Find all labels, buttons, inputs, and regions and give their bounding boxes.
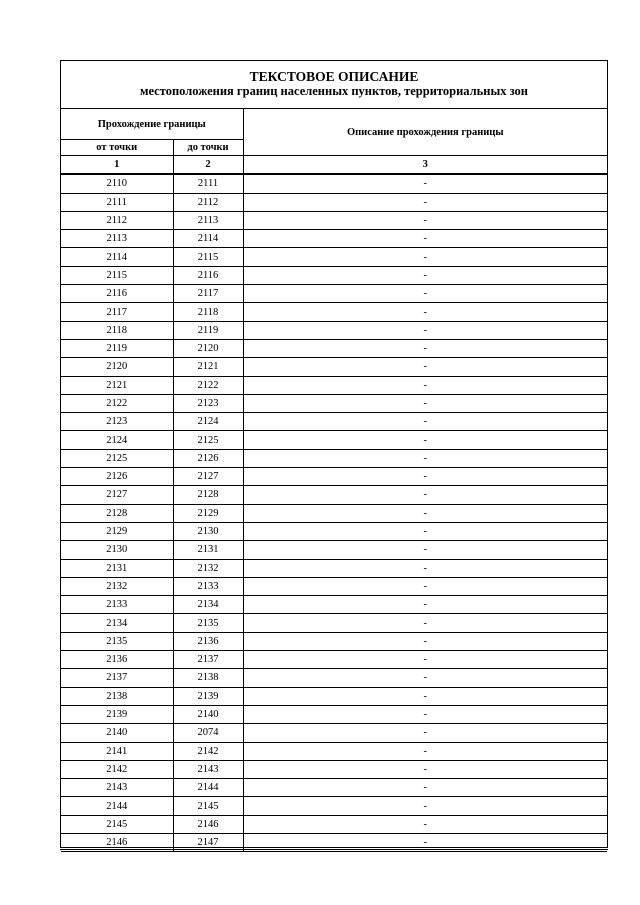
cell-from-point: 2145: [61, 815, 173, 833]
table-row: [61, 577, 607, 595]
cell-description: -: [243, 449, 607, 467]
cell-to-point: 2138: [173, 669, 243, 687]
table-row: [61, 760, 607, 778]
cell-to-point: 2135: [173, 614, 243, 632]
cell-description: -: [243, 376, 607, 394]
cell-description: -: [243, 559, 607, 577]
table-row: [61, 833, 607, 851]
cell-description: -: [243, 431, 607, 449]
table-row: [61, 651, 607, 669]
cell-from-point: 2142: [61, 760, 173, 778]
table-row: [61, 486, 607, 504]
table-row: [61, 358, 607, 376]
cell-from-point: 2126: [61, 468, 173, 486]
boundary-table: [61, 109, 607, 852]
cell-description: -: [243, 193, 607, 211]
column-number-3: 3: [243, 156, 607, 175]
cell-to-point: 2122: [173, 376, 243, 394]
cell-description: -: [243, 230, 607, 248]
table-row: [61, 248, 607, 266]
cell-to-point: 2117: [173, 285, 243, 303]
cell-description: -: [243, 486, 607, 504]
cell-from-point: 2113: [61, 230, 173, 248]
cell-to-point: 2126: [173, 449, 243, 467]
cell-from-point: 2123: [61, 413, 173, 431]
table-row: [61, 376, 607, 394]
table-row: [61, 596, 607, 614]
header-to-point: до точки: [173, 140, 243, 156]
cell-to-point: 2123: [173, 394, 243, 412]
cell-from-point: 2122: [61, 394, 173, 412]
table-row: [61, 632, 607, 650]
cell-to-point: 2142: [173, 742, 243, 760]
cell-to-point: 2146: [173, 815, 243, 833]
cell-from-point: 2138: [61, 687, 173, 705]
cell-to-point: 2113: [173, 211, 243, 229]
table-row: [61, 230, 607, 248]
cell-description: -: [243, 468, 607, 486]
cell-description: -: [243, 394, 607, 412]
cell-to-point: 2136: [173, 632, 243, 650]
table-row: [61, 266, 607, 284]
table-row: [61, 724, 607, 742]
cell-to-point: 2128: [173, 486, 243, 504]
document-header: [61, 61, 607, 109]
cell-description: -: [243, 632, 607, 650]
table-row: [61, 394, 607, 412]
cell-to-point: 2132: [173, 559, 243, 577]
cell-description: -: [243, 413, 607, 431]
cell-to-point: 2074: [173, 724, 243, 742]
table-row: [61, 285, 607, 303]
cell-to-point: 2130: [173, 522, 243, 540]
table-body: [61, 174, 607, 851]
cell-from-point: 2140: [61, 724, 173, 742]
cell-to-point: 2121: [173, 358, 243, 376]
cell-from-point: 2128: [61, 504, 173, 522]
table-row: [61, 193, 607, 211]
cell-from-point: 2120: [61, 358, 173, 376]
cell-from-point: 2115: [61, 266, 173, 284]
cell-description: -: [243, 339, 607, 357]
cell-to-point: 2140: [173, 705, 243, 723]
cell-from-point: 2131: [61, 559, 173, 577]
cell-description: -: [243, 614, 607, 632]
cell-to-point: 2118: [173, 303, 243, 321]
cell-from-point: 2141: [61, 742, 173, 760]
table-row: [61, 504, 607, 522]
cell-to-point: 2115: [173, 248, 243, 266]
cell-to-point: 2143: [173, 760, 243, 778]
cell-from-point: 2117: [61, 303, 173, 321]
document-title: ТЕКСТОВОЕ ОПИСАНИЕ: [249, 69, 419, 84]
table-row: [61, 779, 607, 797]
cell-from-point: 2133: [61, 596, 173, 614]
cell-from-point: 2124: [61, 431, 173, 449]
cell-from-point: 2132: [61, 577, 173, 595]
table-row: [61, 669, 607, 687]
cell-from-point: 2135: [61, 632, 173, 650]
cell-description: -: [243, 705, 607, 723]
cell-description: -: [243, 285, 607, 303]
cell-to-point: 2112: [173, 193, 243, 211]
cell-description: -: [243, 760, 607, 778]
cell-to-point: 2125: [173, 431, 243, 449]
cell-from-point: 2146: [61, 833, 173, 851]
table-row: [61, 321, 607, 339]
cell-from-point: 2130: [61, 541, 173, 559]
cell-description: -: [243, 522, 607, 540]
cell-description: -: [243, 724, 607, 742]
table-row: [61, 174, 607, 193]
cell-description: -: [243, 248, 607, 266]
cell-to-point: 2129: [173, 504, 243, 522]
cell-from-point: 2127: [61, 486, 173, 504]
cell-description: -: [243, 211, 607, 229]
cell-to-point: 2114: [173, 230, 243, 248]
cell-from-point: 2129: [61, 522, 173, 540]
table-row: [61, 211, 607, 229]
cell-from-point: 2144: [61, 797, 173, 815]
cell-from-point: 2116: [61, 285, 173, 303]
cell-description: -: [243, 651, 607, 669]
header-description: Описание прохождения границы: [243, 109, 607, 156]
cell-to-point: 2137: [173, 651, 243, 669]
cell-to-point: 2134: [173, 596, 243, 614]
cell-from-point: 2111: [61, 193, 173, 211]
cell-from-point: 2112: [61, 211, 173, 229]
cell-description: -: [243, 504, 607, 522]
document-subtitle: местоположения границ населенных пунктов, территориальных зон: [139, 84, 529, 98]
cell-from-point: 2137: [61, 669, 173, 687]
header-boundary-group: Прохождение границы: [61, 109, 243, 140]
cell-to-point: 2111: [173, 174, 243, 193]
cell-description: -: [243, 687, 607, 705]
cell-description: -: [243, 358, 607, 376]
cell-from-point: 2139: [61, 705, 173, 723]
table-row: [61, 559, 607, 577]
cell-to-point: 2119: [173, 321, 243, 339]
table-row: [61, 413, 607, 431]
cell-from-point: 2118: [61, 321, 173, 339]
table-row: [61, 303, 607, 321]
cell-to-point: 2147: [173, 833, 243, 851]
cell-to-point: 2116: [173, 266, 243, 284]
table-row: [61, 339, 607, 357]
document-frame: [60, 60, 608, 848]
cell-from-point: 2134: [61, 614, 173, 632]
column-number-1: 1: [61, 156, 173, 175]
table-row: [61, 797, 607, 815]
cell-description: -: [243, 779, 607, 797]
table-row: [61, 687, 607, 705]
cell-description: -: [243, 577, 607, 595]
table-row: [61, 522, 607, 540]
cell-description: -: [243, 815, 607, 833]
cell-description: -: [243, 596, 607, 614]
table-row: [61, 815, 607, 833]
cell-description: -: [243, 797, 607, 815]
column-number-2: 2: [173, 156, 243, 175]
cell-description: -: [243, 174, 607, 193]
cell-to-point: 2120: [173, 339, 243, 357]
cell-to-point: 2124: [173, 413, 243, 431]
cell-to-point: 2144: [173, 779, 243, 797]
cell-description: -: [243, 321, 607, 339]
table-row: [61, 614, 607, 632]
table-row: [61, 541, 607, 559]
table-row: [61, 431, 607, 449]
cell-to-point: 2133: [173, 577, 243, 595]
cell-from-point: 2125: [61, 449, 173, 467]
cell-to-point: 2131: [173, 541, 243, 559]
cell-description: -: [243, 541, 607, 559]
cell-to-point: 2127: [173, 468, 243, 486]
cell-to-point: 2145: [173, 797, 243, 815]
header-from-point: от точки: [61, 140, 173, 156]
cell-description: -: [243, 669, 607, 687]
cell-description: -: [243, 303, 607, 321]
cell-to-point: 2139: [173, 687, 243, 705]
cell-from-point: 2110: [61, 174, 173, 193]
cell-description: -: [243, 266, 607, 284]
table-row: [61, 449, 607, 467]
cell-from-point: 2119: [61, 339, 173, 357]
cell-from-point: 2114: [61, 248, 173, 266]
cell-from-point: 2121: [61, 376, 173, 394]
cell-description: -: [243, 833, 607, 851]
table-row: [61, 705, 607, 723]
cell-description: -: [243, 742, 607, 760]
table-row: [61, 468, 607, 486]
cell-from-point: 2143: [61, 779, 173, 797]
cell-from-point: 2136: [61, 651, 173, 669]
table-row: [61, 742, 607, 760]
